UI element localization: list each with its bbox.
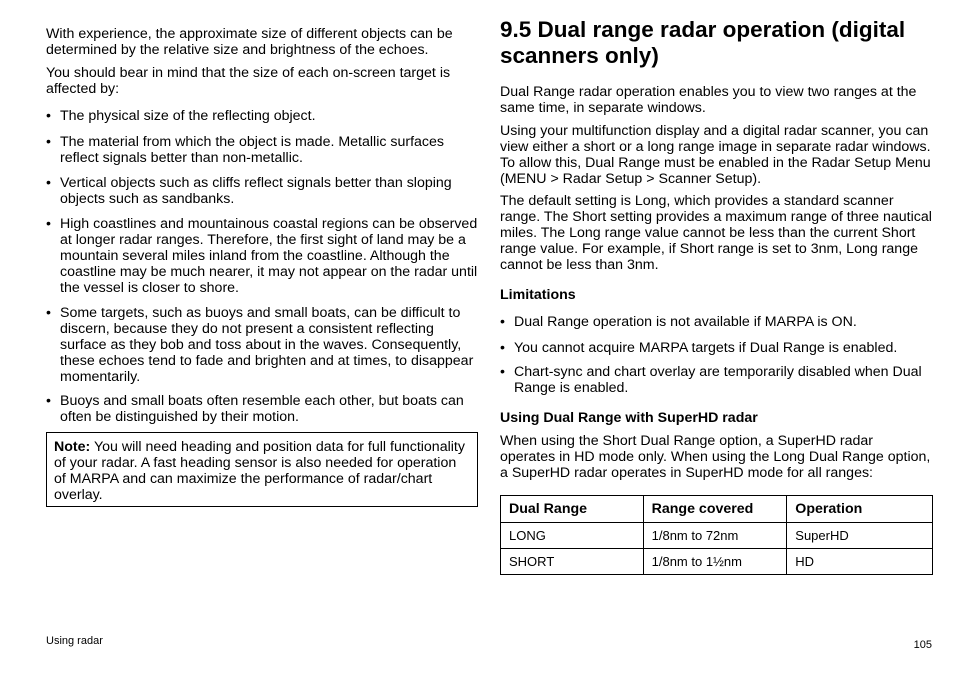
list-item: • Dual Range operation is not available if MARPA is ON. — [500, 314, 857, 330]
table-header-row — [501, 496, 933, 523]
section-title: 9.5 Dual range radar operation (digital scanners only) — [500, 17, 906, 68]
list-item: • Buoys and small boats often resemble each other, but boats can often be distinguished by their motion. — [46, 393, 464, 425]
list-item: • Some targets, such as buoys and small boats, can be difficult to discern, because they do not present a consistent reflecting surface as they bob and toss about in the waves. Consequently, these echoes tend to fade and brighten and at times, to disappear momentarily. — [46, 305, 474, 385]
cell-operation: HD — [787, 549, 933, 575]
table-row — [501, 549, 933, 575]
header-range-covered: Range covered — [643, 496, 787, 523]
cell-range-covered: 1/8nm to 1½nm — [643, 549, 787, 575]
note-box — [46, 432, 478, 507]
list-item: • High coastlines and mountainous coastal regions can be observed at longer radar ranges. Therefore, the first sight of land may be a mountain several miles inland from the coastline. Although the coastline may be much nearer, it may not appear on the radar until the vessel is closer to shore. — [46, 216, 478, 296]
dual-range-table — [500, 495, 933, 575]
list-item: • The material from which the object is made. Metallic surfaces reflect signals better than non-metallic. — [46, 134, 444, 166]
dual-range-intro: Dual Range radar operation enables you to view two ranges at the same time, in separate windows. — [500, 84, 917, 116]
list-item: • Vertical objects such as cliffs reflect signals better than sloping objects such as sandbanks. — [46, 175, 452, 207]
header-dual-range: Dual Range — [501, 496, 644, 523]
affected-by-paragraph: You should bear in mind that the size of each on-screen target is affected by: — [46, 65, 451, 97]
limitations-heading: Limitations — [500, 287, 576, 303]
cell-dual-range: LONG — [501, 523, 644, 549]
intro-paragraph: With experience, the approximate size of different objects can be determined by the relative size and brightness of the echoes. — [46, 26, 453, 58]
list-item: • The physical size of the reflecting object. — [46, 108, 316, 124]
header-operation: Operation — [787, 496, 933, 523]
list-item: • Chart-sync and chart overlay are temporarily disabled when Dual Range is enabled. — [500, 364, 922, 396]
superhd-paragraph: When using the Short Dual Range option, a SuperHD radar operates in HD mode only. When using the Long Dual Range option, a SuperHD radar operates in SuperHD mode for all ranges: — [500, 433, 931, 481]
note-label: Note: — [54, 439, 91, 455]
default-setting-paragraph: The default setting is Long, which provides a standard scanner range. The Short setting provides a maximum range of three nautical miles. The Long range value cannot be less than the current Short range value. For example, if Short range is set to 3nm, Long range cannot be less than 3nm. — [500, 193, 932, 273]
list-item: • You cannot acquire MARPA targets if Dual Range is enabled. — [500, 340, 898, 356]
cell-range-covered: 1/8nm to 72nm — [643, 523, 787, 549]
dual-range-setup-paragraph: Using your multifunction display and a digital radar scanner, you can view either a short or a long range image in separate radar windows. To allow this, Dual Range must be enabled in the Radar Setup Menu (MENU > Radar Setup > Scanner Setup). — [500, 123, 931, 187]
note-text: You will need heading and position data for full functionality of your radar. A fast heading sensor is also needed for operation of MARPA and can maximize the performance of radar/chart overlay. — [54, 439, 465, 503]
table-row — [501, 523, 933, 549]
superhd-heading: Using Dual Range with SuperHD radar — [500, 410, 758, 426]
cell-dual-range: SHORT — [501, 549, 644, 575]
page-number: 105 — [913, 639, 932, 651]
cell-operation: SuperHD — [787, 523, 933, 549]
footer-section-label: Using radar — [46, 635, 103, 647]
